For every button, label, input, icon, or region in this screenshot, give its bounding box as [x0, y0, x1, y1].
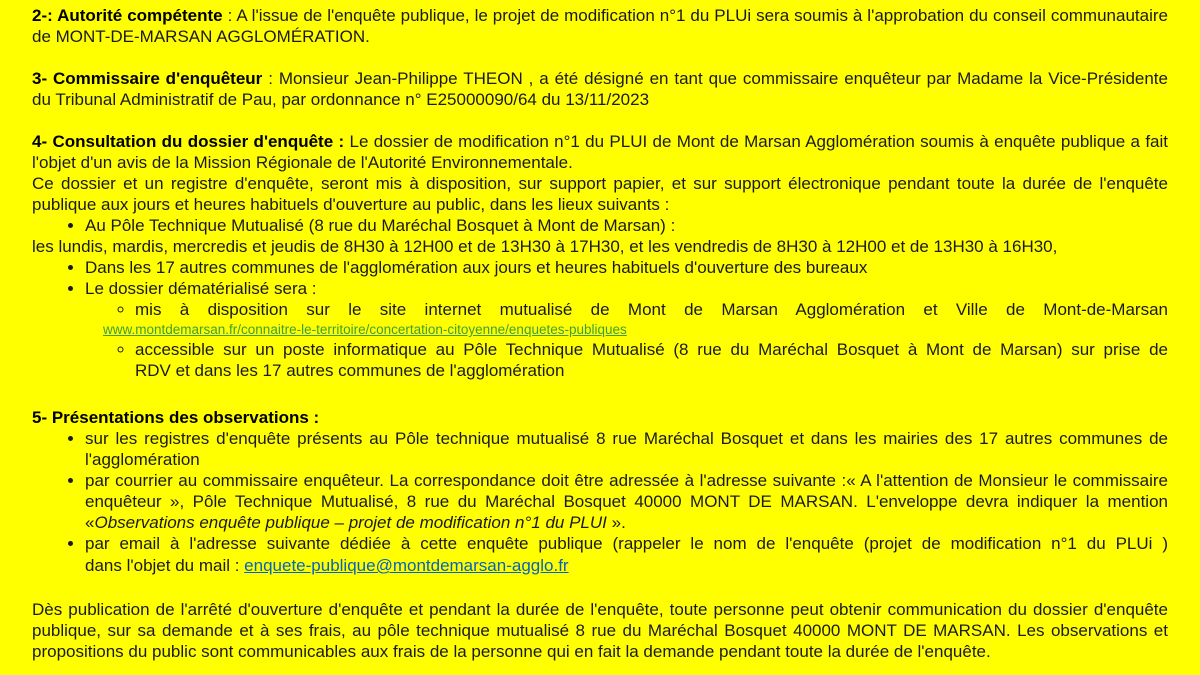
list-item-site-internet — [103, 299, 1168, 339]
section-4-paragraph — [32, 131, 1168, 173]
consultation-locations-list-2 — [32, 257, 1168, 381]
section-2-text: : A l'issue de l'enquête publique, le projet de modification n°1 du PLUi sera soumis à l'approbation du conseil communautaire de MONT-DE-MARSAN AGGLOMÉRATION. — [32, 6, 1168, 46]
email-link[interactable]: enquete-publique@montdemarsan-agglo.fr — [244, 556, 569, 575]
list-item-pole-technique: • Au Pôle Technique Mutualisé (8 rue du Maréchal Bosquet à Mont de Marsan) : — [85, 215, 1168, 236]
dematerialise-sublist — [85, 299, 1168, 381]
email-line — [85, 554, 1168, 578]
poste-informatique-line1: ◦ accessible sur un poste informatique au Pôle Technique Mutualisé (8 rue du Maréchal Bosquet à Mont de Marsan) sur prise de — [135, 340, 1168, 359]
section-4-heading: 4- Consultation du dossier d'enquête : — [32, 132, 345, 151]
email-text-line1: • par email à l'adresse suivante dédiée à cette enquête publique (rappeler le nom de l'enquête (projet de modification n°1 du PLUi ) — [85, 534, 1168, 553]
section-2-heading: 2-: Autorité compétente — [32, 6, 223, 25]
section-3-heading: 3- Commissaire d'enquêteur — [32, 69, 263, 88]
email-prefix: dans l'objet du mail : — [85, 556, 245, 575]
section-4-paragraph-2: Ce dossier et un registre d'enquête, seront mis à disposition, sur support papier, et sur support électronique pendant toute la durée de l'enquête publique aux jours et heures habituels d'ouverture au public, dans les lieux suivants : — [32, 174, 1168, 214]
courrier-text: par courrier au commissaire enquêteur. La correspondance doit être adressée à l'adresse suivante :« A l'attention de Monsieur le commissaire enquêteur », Pôle Technique Mutualisé, 8 rue du Maréchal Bosquet 40000 MONT DE MARSAN. L'enveloppe devra indiquer la mention « — [85, 471, 1168, 532]
section-5-heading-paragraph — [32, 407, 1168, 428]
section-3-paragraph — [32, 68, 1168, 110]
courrier-mention-italic: Observations enquête publique – projet de modification n°1 du PLUI — [94, 513, 607, 532]
list-item-poste-informatique — [135, 339, 1168, 381]
opening-hours-line: les lundis, mardis, mercredis et jeudis de 8H30 à 12H00 et de 13H30 à 17H30, et les vendredis de 8H30 à 12H00 et de 13H30 à 16H30, — [32, 237, 1058, 256]
section-4-intro: Le dossier de modification n°1 du PLUI de Mont de Marsan Agglomération soumis à enquête publique a fait l'objet d'un avis de la Mission Régionale de l'Autorité Environnementale. — [32, 132, 1168, 172]
dossier-dematerialise-label: Le dossier dématérialisé sera : — [85, 279, 317, 298]
list-item-dossier-dematerialise — [85, 278, 1168, 381]
courrier-text-end: ». — [606, 513, 626, 532]
list-item-email — [85, 533, 1168, 578]
observations-list — [32, 428, 1168, 578]
site-internet-link[interactable]: www.montdemarsan.fr/connaitre-le-territoire/concertation-citoyenne/enquetes-publiques — [103, 322, 627, 337]
section-5-heading: 5- Présentations des observations : — [32, 408, 320, 427]
site-internet-text: ◦ mis à disposition sur le site internet mutualisé de Mont de Marsan Agglomération et Ville de Mont-de-Marsan — [135, 300, 1168, 319]
list-item-registres: • sur les registres d'enquête présents au Pôle technique mutualisé 8 rue Maréchal Bosquet et dans les mairies des 17 autres communes de l'agglomération — [85, 428, 1168, 470]
section-2-paragraph — [32, 5, 1168, 47]
closing-paragraph: Dès publication de l'arrêté d'ouverture d'enquête et pendant la durée de l'enquête, toute personne peut obtenir communication du dossier d'enquête publique, sur sa demande et à ses frais, au pôle technique mutualisé 8 rue du Maréchal Bosquet 40000 MONT DE MARSAN. Les observations et propositions du public sont communicables aux frais de la personne qui en fait la demande pendant toute la durée de l'enquête. — [32, 600, 1168, 661]
poste-informatique-line2: RDV et dans les 17 autres communes de l'agglomération — [135, 361, 565, 380]
list-item-autres-communes: • Dans les 17 autres communes de l'agglomération aux jours et heures habituels d'ouverture des bureaux — [85, 257, 1168, 278]
list-item-courrier — [85, 470, 1168, 533]
consultation-locations-list — [32, 215, 1168, 236]
section-3-text: : Monsieur Jean-Philippe THEON , a été désigné en tant que commissaire enquêteur par Madame la Vice-Présidente du Tribunal Administratif de Pau, par ordonnance n° E25000090/64 du 13/11/2023 — [32, 69, 1168, 109]
